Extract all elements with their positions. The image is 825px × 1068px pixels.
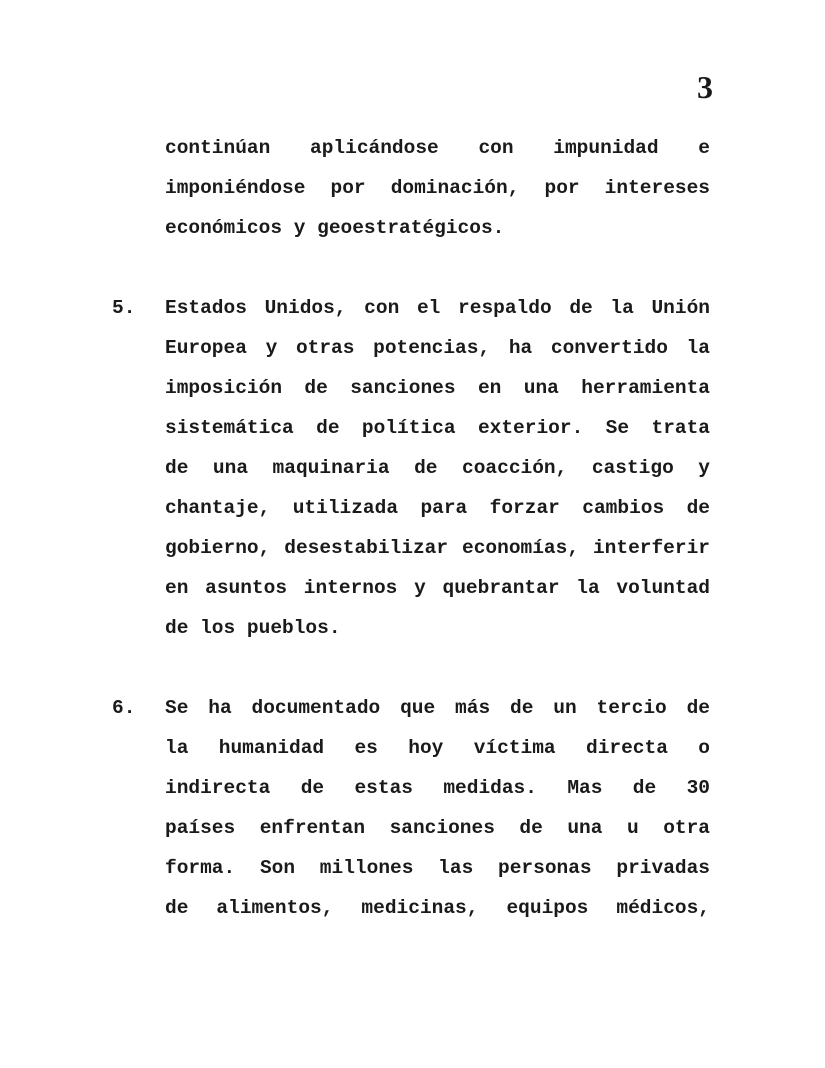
text-line: continúan aplicándose con impunidad e bbox=[165, 137, 710, 159]
text-line: imposición de sanciones en una herramienta bbox=[165, 377, 710, 399]
text-line: chantaje, utilizada para forzar cambios de bbox=[165, 497, 710, 519]
text-line: económicos y geoestratégicos. bbox=[165, 217, 505, 239]
text-line: países enfrentan sanciones de una u otra bbox=[165, 817, 710, 839]
text-line: Estados Unidos, con el respaldo de la Unión bbox=[165, 297, 710, 319]
document-body bbox=[112, 128, 710, 928]
text-line: gobierno, desestabilizar economías, interferir bbox=[165, 537, 710, 559]
text-line: sistemática de política exterior. Se trata bbox=[165, 417, 710, 439]
text-line: de una maquinaria de coacción, castigo y bbox=[165, 457, 710, 479]
text-line: indirecta de estas medidas. Mas de 30 bbox=[165, 777, 710, 799]
text-line: de los pueblos. bbox=[165, 617, 341, 639]
text-line: la humanidad es hoy víctima directa o bbox=[165, 737, 710, 759]
paragraph-continuation bbox=[112, 128, 710, 248]
list-marker-6: 6. bbox=[112, 697, 136, 719]
paragraph-item-5 bbox=[112, 288, 710, 648]
text-line: imponiéndose por dominación, por intereses bbox=[165, 177, 710, 199]
text-line: forma. Son millones las personas privadas bbox=[165, 857, 710, 879]
text-line: Se ha documentado que más de un tercio de bbox=[165, 697, 710, 719]
text-line: en asuntos internos y quebrantar la voluntad bbox=[165, 577, 710, 599]
text-line: de alimentos, medicinas, equipos médicos, bbox=[165, 897, 710, 919]
page-number: 3 bbox=[697, 69, 713, 105]
paragraph-item-6 bbox=[112, 688, 710, 928]
text-line: Europea y otras potencias, ha convertido la bbox=[165, 337, 710, 359]
list-marker-5: 5. bbox=[112, 297, 136, 319]
